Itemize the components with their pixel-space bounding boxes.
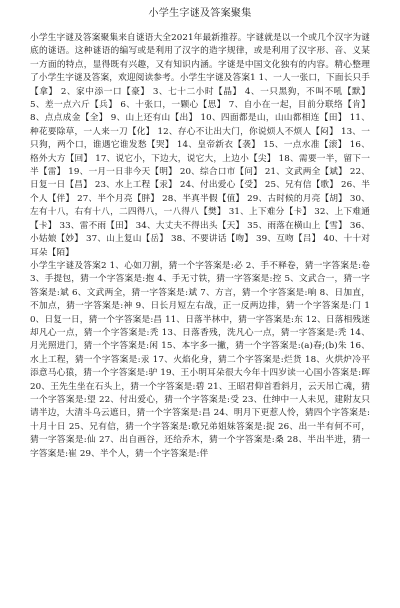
document-title: 小学生字谜及答案聚集 xyxy=(148,8,252,19)
paragraph: 小学生字谜及答案聚集来自谜语大全2021年最新推荐。字谜就是以一个或几个汉字为谜底的谜语。这种谜语的编写或是利用了汉字的造字规律，或是利用了汉字形、音、义某一方面的特点，显得既有兴趣，又有知识内涵。字谜是中国文化独有的内容。精心整理了小学生字谜及答案，欢迎阅读参考。小学生字谜及答案1 1、一人一张口，下面长只手【拿】 2、家中添一口【豪】 3、七十二小时【晶】 4、一只黑狗，不叫不吼【默】 5、差一点六斤【兵】 6、十张口，一颗心【思】 7、自小在一起，目前分联络【肯】 8、点点成金【全】 9、山上还有山【出】 10、四面都是山，山山都相连【田】 11、种花要除草，一人来一刀【化】 12、存心不让出大门，你说烦人不烦人【闷】 13、一只狗，两个口，谁遇它谁发愁【哭】 14、皇帝新衣【袭】 15、一点水准【滚】 16、格外大方【回】 17、说它小，下边大，说它大，上边小【尖】 18、需要一半，留下一半【雷】 19、一月一日非今天【明】 20、综合口市【问】 21、文武两全【斌】 22、日复一日【昌】 23、水上工程【汞】 24、付出爱心【受】 25、兄有信【歌】 26、半个人【伴】 27、半个月亮【胖】 28、半真半假【值】 29、古时候的月亮【胡】 30、左有十八，右有十八，二四得八，一八得八【樊】 31、上下难分【卡】 32、上下难通【卡】 33、雷不雨【田】 34、大丈夫不得出头【天】 35、雨落在横山上【雪】 36、小姑娘【妙】 37、山上复山【岳】 38、不要讲话【吻】 39、互吻【吕】 40、十十对耳朵【陌】 xyxy=(30,33,370,258)
paragraph: 小学生字谜及答案2 1、心如刀割，猜一个字答案是:必 2、手不释卷，猜一字答案是:卷 3、手提包，猜一个字答案是:抱 4、手无寸铁，猜一字答案是:控 5、文武合一，猜一字答案是:斌 6、文武两全，猜一字答案是:斌 7、方言，猜一个字答案是:响 8、日加直，不加点，猜一字答案是:神 9、日长月短左右战，正一反两边排，猜一个字答案是:门 10、日复一日，猜一个字答案是:昌 11、日落半林中，猜一字答案是:东 12、日落相残迷却凡心一点，猜一个字答案是:秃 13、日落香残，洗凡心一点，猜一字答案是:秃 14、月光照进门，猜一个字答案是:闲 15、本字多一撇，猜一个字答案是:(a)春;(b)朱 16、水上工程，猜一个字答案是:汞 17、火焰化身，猜二个字答案是:烂货 18、火烘炉冷平添意马心猿，猜一个字答案是:驴 19、王小明耳朵很大今年十四岁读一心国小答案是:晖 20、王先生坐在石头上，猜一个字答案是:碧 21、王昭君仰首看斜月，云天吊亡魂，猜一个字答案是:望 22、付出爱心，猜一个字答案是:受 23、仕绅中一人未见，建附友只请半边，大清斗乌云遮日，猜一个字答案是:昌 24、明月下更惹人怜，猜四个字答案是:十月十日 25、兄有信，猜一个字答案是:歌兄弟姐妹答案是:捉 26、出一半有何不可，猜一字答案是:仙 27、出自画谷，还给乔木，猜一个字答案是:桑 28、半出半进，猜一字答案是:崔 29、半个人，猜一个字答案是:伴 xyxy=(30,260,370,459)
document-body xyxy=(30,32,370,461)
